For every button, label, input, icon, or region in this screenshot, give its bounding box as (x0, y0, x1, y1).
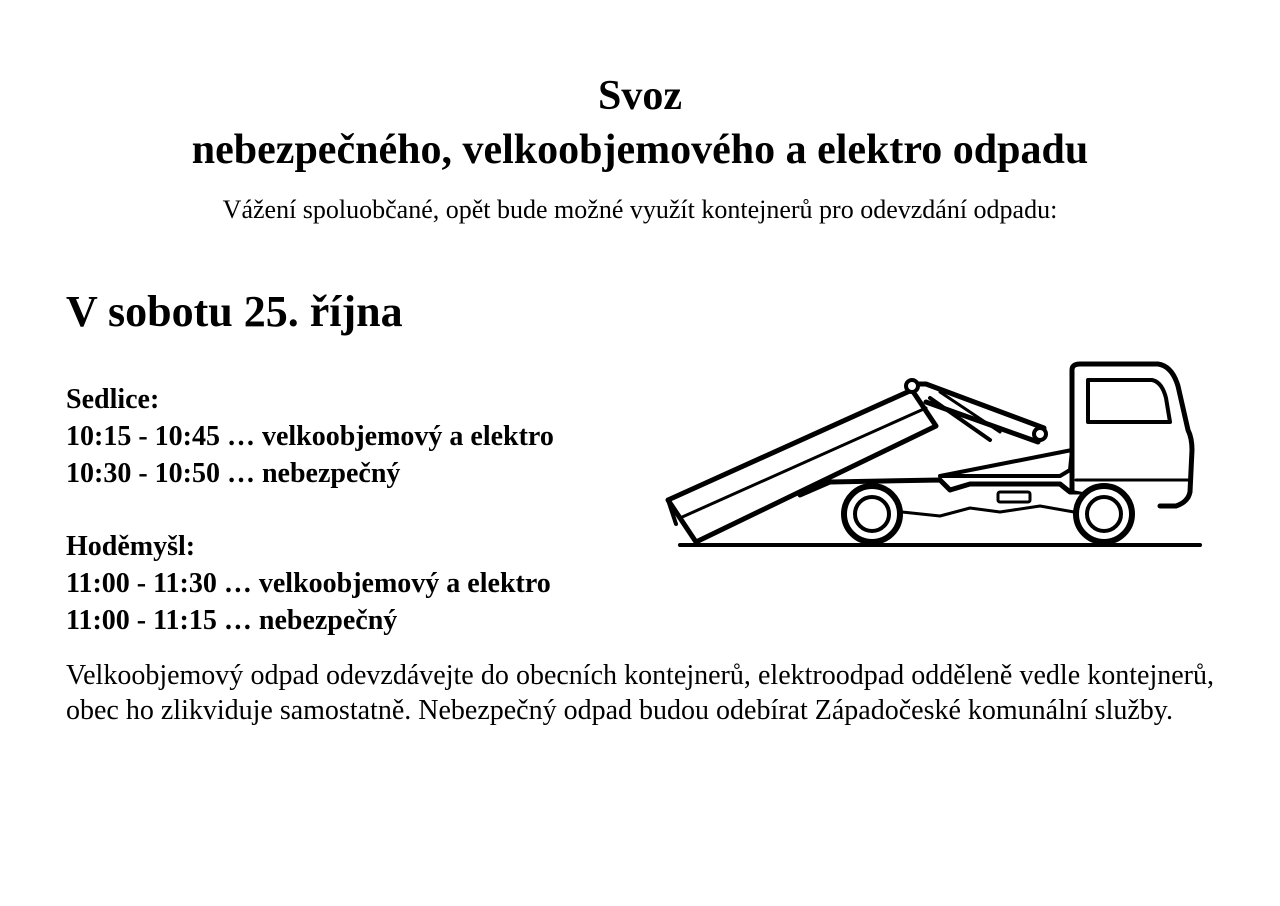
date-heading: V sobotu 25. října (66, 287, 403, 336)
footer-text: Velkoobjemový odpad odevzdávejte do obecních kontejnerů, elektroodpad odděleně vedle kontejnerů, obec ho zlikviduje samostatně. Nebezpečný odpad budou odebírat Západočeské komunální služby. (66, 660, 1214, 726)
location-name: Hoděmyšl: (66, 531, 196, 562)
schedule-line: 11:00 - 11:15 … nebezpečný (66, 605, 398, 636)
title-line-2: nebezpečného, velkoobjemového a elektro odpadu (191, 127, 1089, 173)
schedule-line: 10:30 - 10:50 … nebezpečný (66, 458, 401, 489)
schedule-line: 11:00 - 11:30 … velkoobjemový a elektro (66, 568, 551, 599)
location-name: Sedlice: (66, 384, 160, 415)
dump-truck-icon (640, 280, 1222, 600)
schedule-sedlice (66, 381, 554, 492)
schedule-line: 10:15 - 10:45 … velkoobjemový a elektro (66, 421, 554, 452)
schedule-hodemysl (66, 528, 551, 639)
intro-text: Vážení spoluobčané, opět bude možné využít kontejnerů pro odevzdání odpadu: (222, 195, 1058, 224)
title-line-1: Svoz (598, 73, 682, 119)
